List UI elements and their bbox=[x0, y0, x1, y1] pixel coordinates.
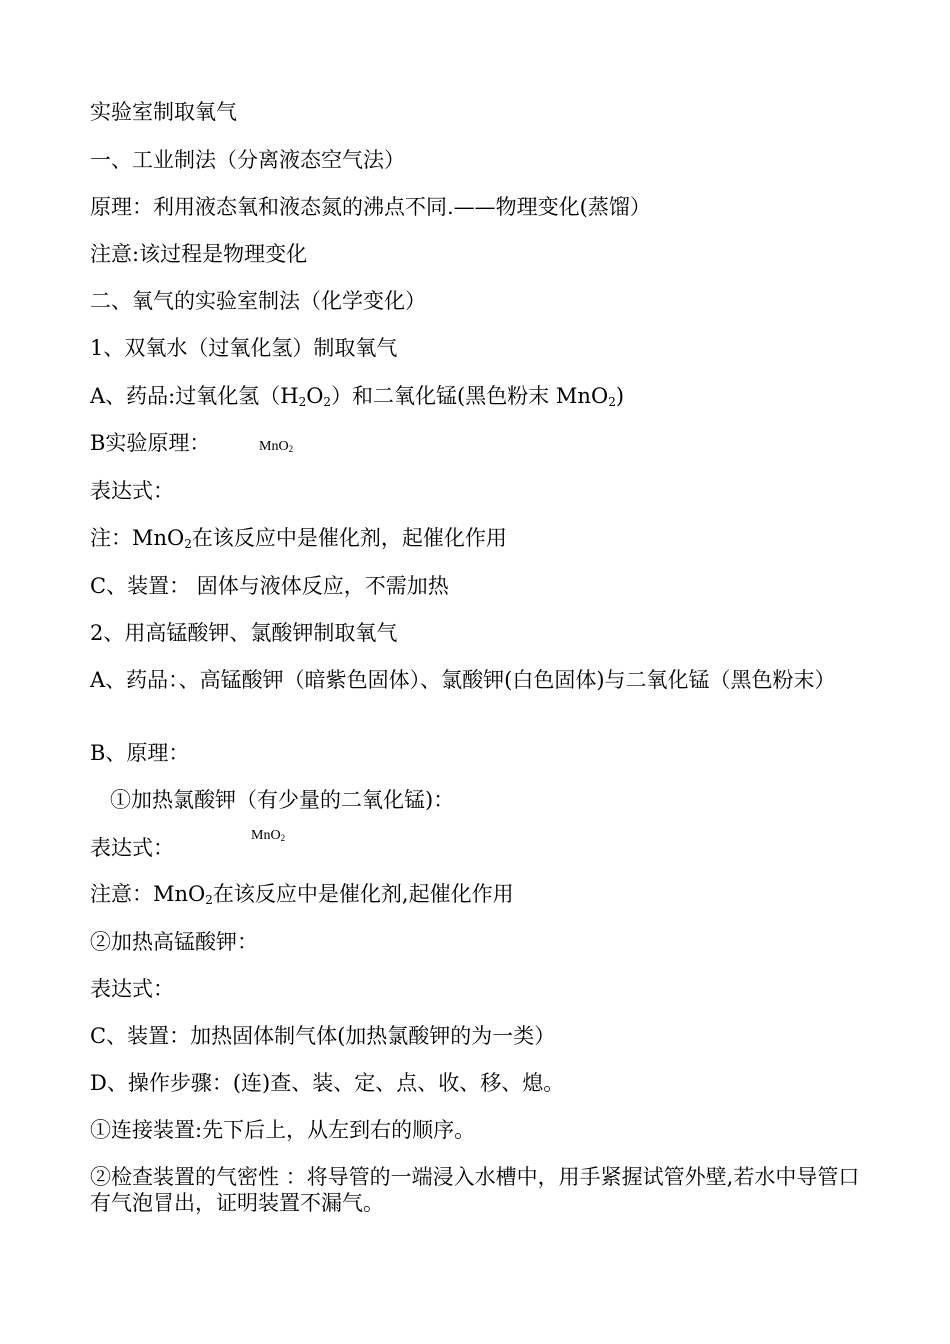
part2-step1: ①连接装置:先下后上，从左到右的顺序。 bbox=[90, 1118, 476, 1142]
part1-heading: 1、双氧水（过氧化氢）制取氧气 bbox=[90, 336, 398, 360]
part2-steps: D、操作步骤：(连)查、装、定、点、收、移、熄。 bbox=[90, 1071, 565, 1095]
part2-drugs: A、药品：、高锰酸钾（暗紫色固体）、氯酸钾(白色固体)与二氧化锰（黑色粉末） bbox=[90, 668, 836, 692]
part2-heading: 2、用高锰酸钾、氯酸钾制取氧气 bbox=[90, 621, 398, 645]
part1-principle: B实验原理： bbox=[90, 431, 211, 455]
section1-heading: 一、工业制法（分离液态空气法） bbox=[90, 148, 405, 172]
part1-expression: 表达式： bbox=[90, 479, 174, 503]
part2-expression2: 表达式： bbox=[90, 977, 174, 1001]
section2-heading: 二、氧气的实验室制法（化学变化） bbox=[90, 289, 426, 313]
document-title: 实验室制取氧气 bbox=[90, 100, 237, 124]
part2-apparatus: C、装置：加热固体制气体(加热氯酸钾的为一类） bbox=[90, 1024, 556, 1048]
catalyst-label-1: MnO2 bbox=[259, 439, 294, 454]
part2-expression1: 表达式： bbox=[90, 836, 174, 860]
part1-note: 注：MnO$_2$在该反应中是催化剂，起催化作用 bbox=[90, 526, 507, 551]
part1-drugs: A、药品:过氧化氢$(H_2O_2)$和二氧化锰(黑色粉末 MnO$_2$) bbox=[90, 384, 625, 409]
part2-principle: B、原理： bbox=[90, 741, 190, 765]
section1-principle: 原理：利用液态氧和液态氮的沸点不同.——物理变化(蒸馏） bbox=[90, 195, 651, 219]
catalyst-label-2: MnO2 bbox=[251, 828, 286, 843]
part2-step2: ②检查装置的气密性 ：将导管的一端浸入水槽中，用手紧握试管外壁,若水中导管口有气泡冒出，证明装置不漏气。 bbox=[90, 1165, 860, 1215]
part2-item2: ②加热高锰酸钾： bbox=[90, 930, 258, 954]
part2-item1: ①加热氯酸钾（有少量的二氧化锰)： bbox=[110, 788, 455, 812]
section1-note: 注意:该过程是物理变化 bbox=[90, 242, 308, 266]
part2-note: 注意：MnO$_2$在该反应中是催化剂,起催化作用 bbox=[90, 882, 514, 907]
part1-apparatus: C、装置： 固体与液体反应，不需加热 bbox=[90, 574, 449, 598]
